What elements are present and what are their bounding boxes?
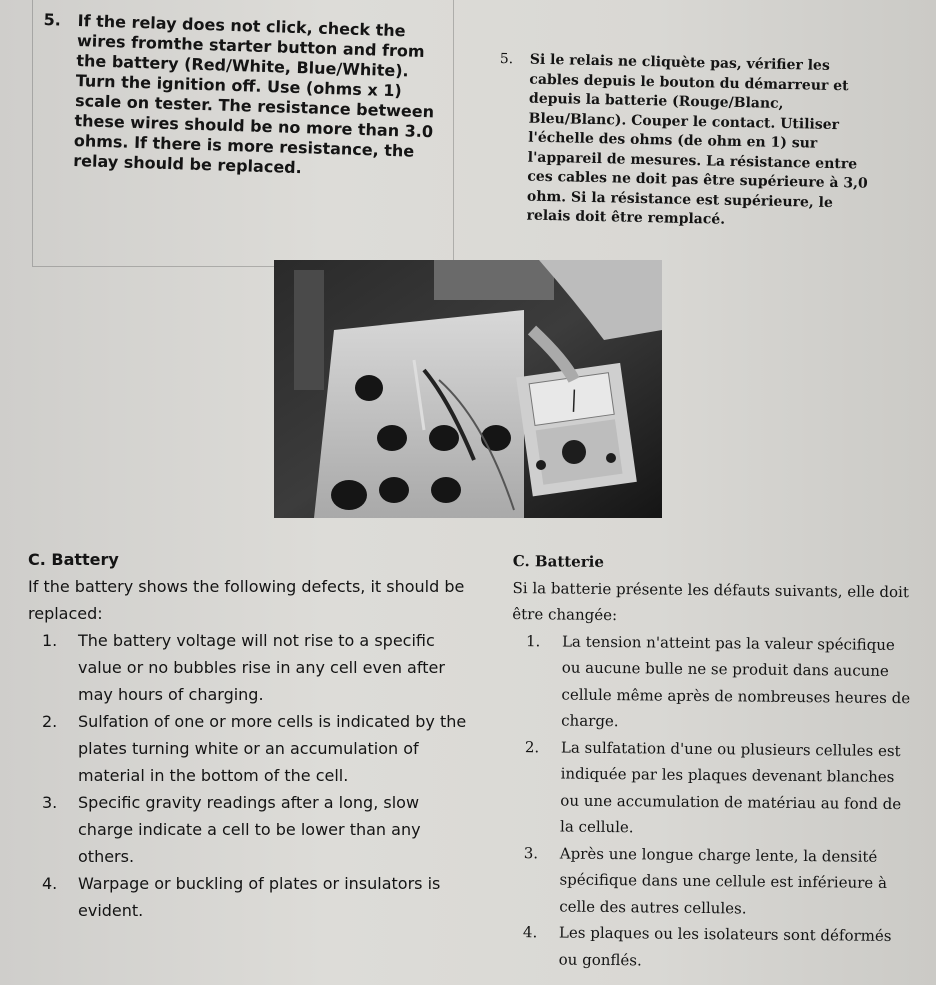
section-title: C. Battery: [28, 550, 119, 569]
step5-text: If the relay does not click, check the wires fromthe starter button and from the battery (Red/White, Blue/White). Turn the ignition off. Use (ohms x 1) scale on tester. The resistance between these wires should be no more than 3.0 ohms. If there is more resistance, the relay should be replaced.: [72, 11, 435, 178]
step5-french: [496, 50, 880, 233]
cell-cap: [379, 477, 409, 503]
list-item: 4. Warpage or buckling of plates or insulators is evident.: [42, 874, 441, 920]
defect-list: [28, 627, 468, 924]
list-item: 1. La tension n'atteint pas la valeur spécifique ou aucune bulle ne se produit dans aucune cellule même après de nombreuses heures de charge.: [525, 631, 911, 731]
step5-fr-number: 5.: [499, 50, 514, 68]
battery-section-english: [28, 546, 468, 924]
cell-cap: [481, 425, 511, 451]
battery-tester-photo: [274, 260, 662, 518]
step5-number: 5.: [43, 10, 62, 30]
tester-dial: [562, 440, 586, 464]
list-item: 2. Sulfation of one or more cells is indicated by the plates turning white or an accumulation of material in the bottom of the cell.: [42, 712, 467, 785]
section-intro-fr: Si la batterie présente les défauts suivants, elle doit être changée:: [512, 578, 910, 625]
battery-section-french: [509, 548, 913, 976]
list-item: 4. Les plaques ou les isolateurs sont déformés ou gonflés.: [522, 923, 892, 969]
list-item: 2. La sulfatation d'une ou plusieurs cellules est indiquée par les plaques devenant blanches ou une accumulation de matériau au fond de la cellule.: [524, 737, 902, 837]
cell-cap: [377, 425, 407, 451]
list-item: 1. The battery voltage will not rise to a specific value or no bubbles rise in any cell even after may hours of charging.: [42, 631, 445, 704]
step5-english: [39, 10, 444, 182]
cell-cap: [355, 375, 383, 401]
step5-fr-text: Si le relais ne cliquète pas, vérifier les cables depuis le bouton du démarreur et depuis la batterie (Rouge/Blanc, Bleu/Blanc). Couper le contact. Utiliser l'échelle des ohms (de ohm en 1) sur l'appareil de mesures. La résistance entre ces cables ne doit pas être supérieure à 3,0 ohm. Si la résistance est supérieure, le relais doit être remplacé.: [526, 51, 868, 228]
section-intro: If the battery shows the following defects, it should be replaced:: [28, 577, 465, 623]
list-item: 3. Après une longue charge lente, la densité spécifique dans une cellule est inférieure à celle des autres cellules.: [523, 843, 888, 917]
cell-cap: [431, 477, 461, 503]
list-item: 3. Specific gravity readings after a long, slow charge indicate a cell to be lower than any others.: [42, 793, 421, 866]
cell-cap: [429, 425, 459, 451]
defect-list-fr: [509, 627, 913, 976]
photo-illustration: [274, 260, 662, 518]
section-title-fr: C. Batterie: [512, 551, 605, 571]
cell-cap: [331, 480, 367, 510]
